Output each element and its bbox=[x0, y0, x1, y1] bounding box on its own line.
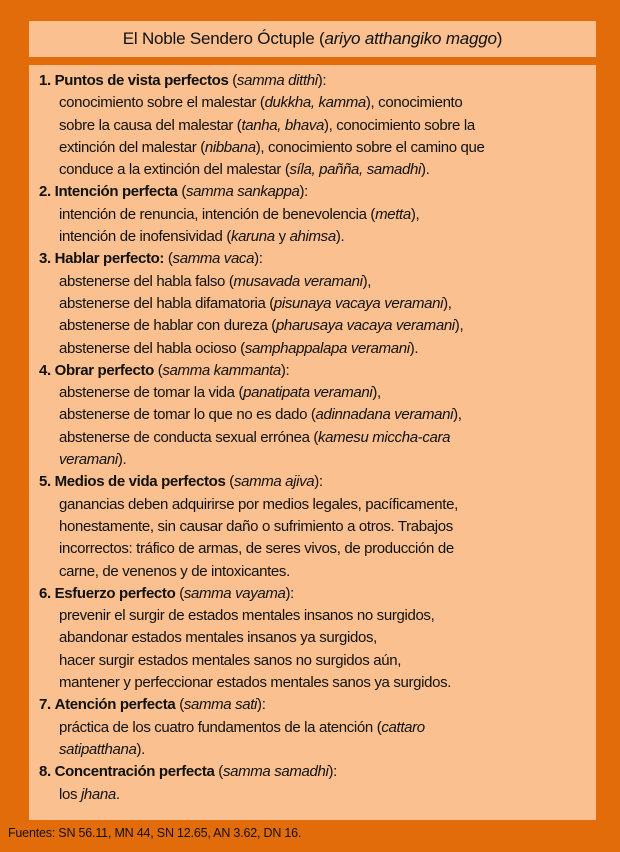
pali-term: karuna bbox=[231, 228, 275, 246]
line-text: sobre la causa del malestar ( bbox=[59, 116, 242, 134]
item-line bbox=[39, 627, 588, 649]
line-text: ). bbox=[117, 451, 127, 469]
line-text: carne, de venenos y de intoxicantes. bbox=[59, 562, 290, 580]
item-pali: samma samadhi bbox=[222, 763, 329, 781]
pali-term: satipatthana bbox=[59, 740, 137, 758]
item-line bbox=[39, 605, 588, 627]
item-heading: 6. Esfuerzo perfecto (samma vayama): bbox=[39, 584, 294, 602]
item-line bbox=[39, 449, 588, 471]
pali-term: tanha, bhava bbox=[241, 116, 324, 134]
line-text: ), bbox=[443, 294, 452, 312]
item-line bbox=[39, 293, 588, 315]
line-text: ), conocimiento sobre el camino que bbox=[255, 138, 485, 156]
item-number: 7. bbox=[39, 696, 51, 714]
item-pali: samma ditthi bbox=[236, 72, 318, 89]
item-title: Obrar perfecto bbox=[54, 361, 154, 379]
item-pali: samma kammanta bbox=[162, 361, 281, 379]
line-text: ), bbox=[453, 406, 462, 424]
line-text: . bbox=[115, 785, 120, 803]
line-text: abstenerse del habla falso ( bbox=[59, 272, 234, 290]
title-pali: ariyo atthangiko maggo bbox=[324, 29, 497, 48]
item-line bbox=[39, 672, 588, 694]
item-line bbox=[39, 427, 588, 449]
line-text: mantener y perfeccionar estados mentales sanos ya surgidos. bbox=[59, 674, 452, 692]
item-pali: samma ajiva bbox=[233, 473, 315, 491]
item-title: Hablar perfecto: bbox=[54, 250, 165, 268]
pali-term: samphappalapa veramani bbox=[244, 339, 410, 357]
pali-term: cattaro bbox=[381, 718, 425, 736]
line-text: abstenerse del habla ocioso ( bbox=[59, 339, 245, 357]
pali-term: veramani bbox=[59, 451, 118, 469]
line-text: práctica de los cuatro fundamentos de la atención ( bbox=[59, 718, 382, 736]
item-line bbox=[39, 159, 588, 181]
sources-footer: Fuentes: SN 56.11, MN 44, SN 12.65, AN 3.62, DN 16. bbox=[8, 826, 302, 840]
line-text: ), bbox=[362, 272, 372, 290]
pali-term: jhana bbox=[80, 785, 116, 803]
line-text: ), conocimiento bbox=[365, 94, 463, 112]
item-heading: 1. Puntos de vista perfectos (samma ditthi): bbox=[39, 72, 327, 89]
pali-term: nibbana bbox=[204, 138, 256, 156]
pali-term: panatipata veramani bbox=[243, 384, 373, 402]
item-line bbox=[39, 115, 588, 137]
line-text: hacer surgir estados mentales sanos no surgidos aún, bbox=[59, 651, 402, 669]
item-title: Intención perfecta bbox=[54, 183, 178, 201]
line-text: ). bbox=[409, 339, 419, 357]
path-item bbox=[39, 248, 588, 359]
line-text: ), bbox=[410, 205, 420, 223]
line-text: ), bbox=[372, 384, 381, 402]
item-heading: 8. Concentración perfecta (samma samadhi): bbox=[39, 763, 337, 781]
item-line bbox=[39, 382, 588, 404]
item-line bbox=[39, 92, 588, 114]
pali-term: musavada veramani bbox=[233, 272, 363, 290]
path-item bbox=[39, 583, 588, 694]
item-heading: 2. Intención perfecta (samma sankappa): bbox=[39, 183, 308, 201]
item-number: 2. bbox=[39, 183, 51, 201]
item-line bbox=[39, 338, 588, 360]
pali-term: pisunaya vacaya veramani bbox=[273, 294, 444, 312]
line-text: honestamente, sin causar daño o sufrimiento a otros. Trabajos bbox=[59, 517, 453, 535]
line-text: ). bbox=[136, 740, 145, 758]
pali-term: kamesu miccha-cara bbox=[318, 428, 451, 446]
line-text: abstenerse de tomar la vida ( bbox=[59, 384, 244, 402]
pali-term: adinnadana veramani bbox=[315, 406, 454, 424]
item-heading: 7. Atención perfecta (samma sati): bbox=[39, 696, 266, 714]
pali-term: metta bbox=[375, 205, 411, 223]
pali-term: síla, pañña, samadhi bbox=[289, 161, 421, 179]
path-item bbox=[39, 70, 588, 181]
item-heading: 5. Medios de vida perfectos (samma ajiva): bbox=[39, 473, 323, 491]
item-number: 4. bbox=[39, 361, 51, 379]
item-line bbox=[39, 650, 588, 672]
line-text: conocimiento sobre el malestar ( bbox=[59, 94, 265, 112]
path-item bbox=[39, 360, 588, 471]
item-line bbox=[39, 271, 588, 293]
title-box bbox=[29, 21, 596, 57]
line-text: ). bbox=[335, 228, 345, 246]
line-text: abstenerse de tomar lo que no es dado ( bbox=[59, 406, 316, 424]
line-text: abstenerse de hablar con dureza ( bbox=[59, 317, 276, 335]
item-pali: samma vaca bbox=[172, 250, 255, 268]
line-text: los bbox=[59, 785, 81, 803]
item-number: 5. bbox=[39, 473, 51, 491]
path-item bbox=[39, 181, 588, 248]
item-title: Medios de vida perfectos bbox=[54, 473, 226, 491]
item-pali: samma sankappa bbox=[186, 183, 300, 201]
line-text: ). bbox=[420, 161, 430, 179]
line-text: incorrectos: tráfico de armas, de seres vivos, de producción de bbox=[59, 540, 454, 558]
item-line bbox=[39, 784, 588, 806]
item-number: 1. bbox=[39, 72, 51, 89]
item-line bbox=[39, 315, 588, 337]
pali-term: dukkha, kamma bbox=[264, 94, 366, 112]
line-text: intención de inofensividad ( bbox=[59, 228, 231, 246]
title-close: ) bbox=[496, 29, 503, 48]
title-text: El Noble Sendero Óctuple ( bbox=[122, 29, 325, 48]
item-number: 6. bbox=[39, 584, 51, 602]
item-number: 8. bbox=[39, 763, 51, 781]
item-heading: 3. Hablar perfecto: (samma vaca): bbox=[39, 250, 263, 268]
item-line bbox=[39, 561, 588, 583]
line-text: conduce a la extinción del malestar ( bbox=[59, 161, 290, 179]
item-line bbox=[39, 538, 588, 560]
line-text: ), bbox=[454, 317, 464, 335]
item-line bbox=[39, 404, 588, 426]
item-line bbox=[39, 739, 588, 761]
page-title bbox=[123, 29, 503, 49]
line-text: ganancias deben adquirirse por medios legales, pacíficamente, bbox=[59, 495, 458, 513]
item-pali: samma vayama bbox=[183, 584, 286, 602]
item-title: Esfuerzo perfecto bbox=[54, 584, 176, 602]
line-text: abandonar estados mentales insanos ya surgidos, bbox=[59, 629, 377, 647]
item-line bbox=[39, 516, 588, 538]
item-line bbox=[39, 226, 588, 248]
line-text: extinción del malestar ( bbox=[59, 138, 205, 156]
item-title: Atención perfecta bbox=[54, 696, 176, 714]
path-item bbox=[39, 761, 588, 806]
item-title: Concentración perfecta bbox=[54, 763, 215, 781]
item-number: 3. bbox=[39, 250, 51, 268]
item-heading: 4. Obrar perfecto (samma kammanta): bbox=[39, 361, 290, 379]
item-line bbox=[39, 717, 588, 739]
line-text: abstenerse de conducta sexual errónea ( bbox=[59, 428, 319, 446]
pali-term: ahimsa bbox=[289, 228, 336, 246]
path-item bbox=[39, 471, 588, 582]
item-line bbox=[39, 137, 588, 159]
path-item bbox=[39, 694, 588, 761]
line-text: y bbox=[274, 228, 290, 246]
line-text: ), conocimiento sobre la bbox=[324, 116, 475, 134]
line-text: intención de renuncia, intención de benevolencia ( bbox=[59, 205, 376, 223]
pali-term: pharusaya vacaya veramani bbox=[275, 317, 455, 335]
item-line bbox=[39, 204, 588, 226]
item-line bbox=[39, 494, 588, 516]
item-title: Puntos de vista perfectos bbox=[54, 72, 229, 89]
line-text: abstenerse del habla difamatoria ( bbox=[59, 294, 274, 312]
content-box bbox=[29, 65, 596, 820]
item-pali: samma sati bbox=[183, 696, 258, 714]
line-text: prevenir el surgir de estados mentales insanos no surgidos, bbox=[59, 607, 435, 625]
